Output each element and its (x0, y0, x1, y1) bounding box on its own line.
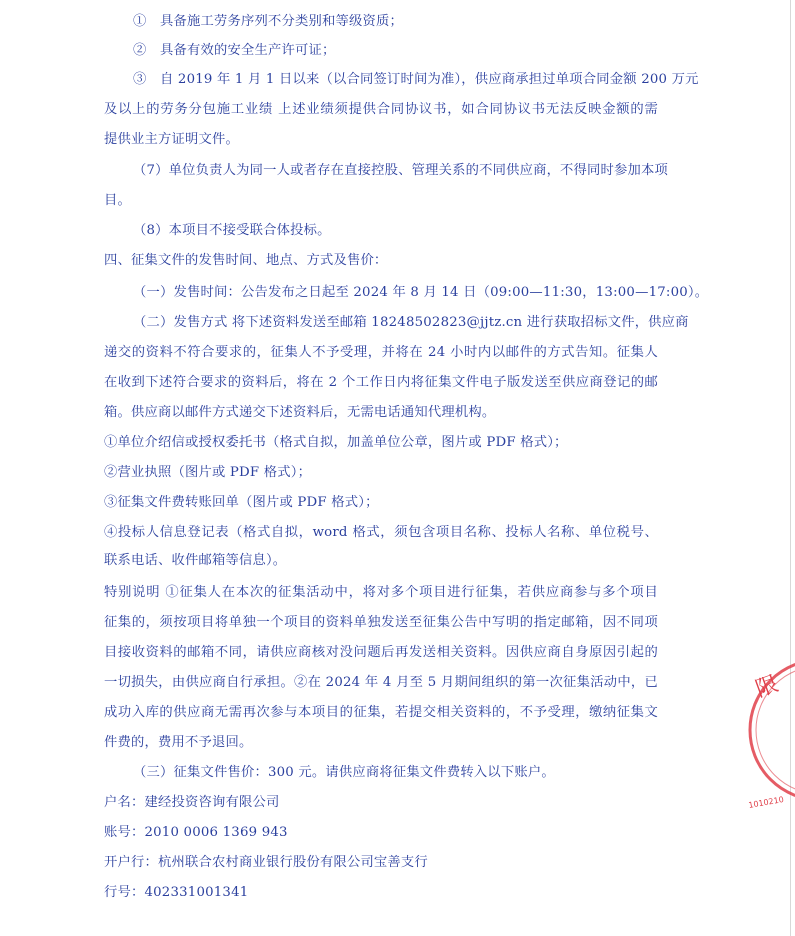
account-name: 户名：建经投资咨询有限公司 (104, 795, 280, 810)
text-line: （8）本项目不接受联合体投标。 (133, 223, 331, 238)
text-line: ① 具备施工劳务序列不分类别和等级资质； (133, 14, 403, 29)
text-line: ④投标人信息登记表（格式自拟，word 格式，须包含项目名称、投标人名称、单位税号、 (104, 525, 658, 540)
text-line: 成功入库的供应商无需再次参与本项目的征集，若提交相关资料的，不予受理，缴纳征集文 (104, 705, 658, 720)
text-line: 目接收资料的邮箱不同，请供应商核对没问题后再发送相关资料。因供应商自身原因引起的 (104, 645, 658, 660)
text-line: ③征集文件费转账回单（图片或 PDF 格式）； (104, 495, 379, 510)
account-bank-code: 行号：402331001341 (104, 885, 249, 900)
text-line: （二）发售方式 将下述资料发送至邮箱 18248502823@jjtz.cn 进行获取招标文件，供应商 (133, 315, 689, 330)
seal-text: 限 (752, 671, 782, 703)
text-line: 在收到下述符合要求的资料后，将在 2 个工作日内将征集文件电子版发送至供应商登记的邮 (104, 375, 658, 390)
text-line: 及以上的劳务分包施工业绩 上述业绩须提供合同协议书，如合同协议书无法反映金额的需 (104, 102, 658, 117)
text-line: 征集的，须按项目将单独一个项目的资料单独发送至征集公告中写明的指定邮箱，因不同项 (104, 615, 658, 630)
seal-number: 1010210 (747, 794, 785, 810)
section-heading: 四、征集文件的发售时间、地点、方式及售价： (104, 253, 388, 268)
text-line: 箱。供应商以邮件方式递交下述资料后，无需电话通知代理机构。 (104, 405, 496, 420)
text-line: ② 具备有效的安全生产许可证； (133, 43, 336, 58)
text-line: （一）发售时间：公告发布之日起至 2024 年 8 月 14 日（09:00—11:30，13:00—17:00）。 (133, 285, 709, 300)
text-line: 提供业主方证明文件。 (104, 132, 239, 147)
text-line: （三）征集文件售价：300 元。请供应商将征集文件费转入以下账户。 (133, 765, 555, 780)
text-line: （7）单位负责人为同一人或者存在直接控股、管理关系的不同供应商，不得同时参加本项 (133, 163, 669, 178)
account-bank: 开户行：杭州联合农村商业银行股份有限公司宝善支行 (104, 855, 428, 870)
text-line: ②营业执照（图片或 PDF 格式）； (104, 465, 312, 480)
text-line: 递交的资料不符合要求的，征集人不予受理，并将在 24 小时内以邮件的方式告知。征集人 (104, 345, 658, 360)
text-line: 一切损失，由供应商自行承担。②在 2024 年 4 月至 5 月期间组织的第一次征集活动中，已 (104, 675, 658, 690)
text-line: 联系电话、收件邮箱等信息）。 (104, 553, 287, 568)
text-line: 目。 (104, 193, 131, 208)
red-seal-stamp (745, 645, 795, 845)
text-line: ①单位介绍信或授权委托书（格式自拟，加盖单位公章，图片或 PDF 格式）； (104, 435, 568, 450)
account-number: 账号：2010 0006 1369 943 (104, 825, 288, 840)
text-line: 特别说明 ①征集人在本次的征集活动中，将对多个项目进行征集，若供应商参与多个项目 (104, 585, 658, 600)
text-line: 件费的，费用不予退回。 (104, 735, 253, 750)
text-line: ③ 自 2019 年 1 月 1 日以来（以合同签订时间为准），供应商承担过单项合同金额 200 万元 (133, 72, 699, 87)
